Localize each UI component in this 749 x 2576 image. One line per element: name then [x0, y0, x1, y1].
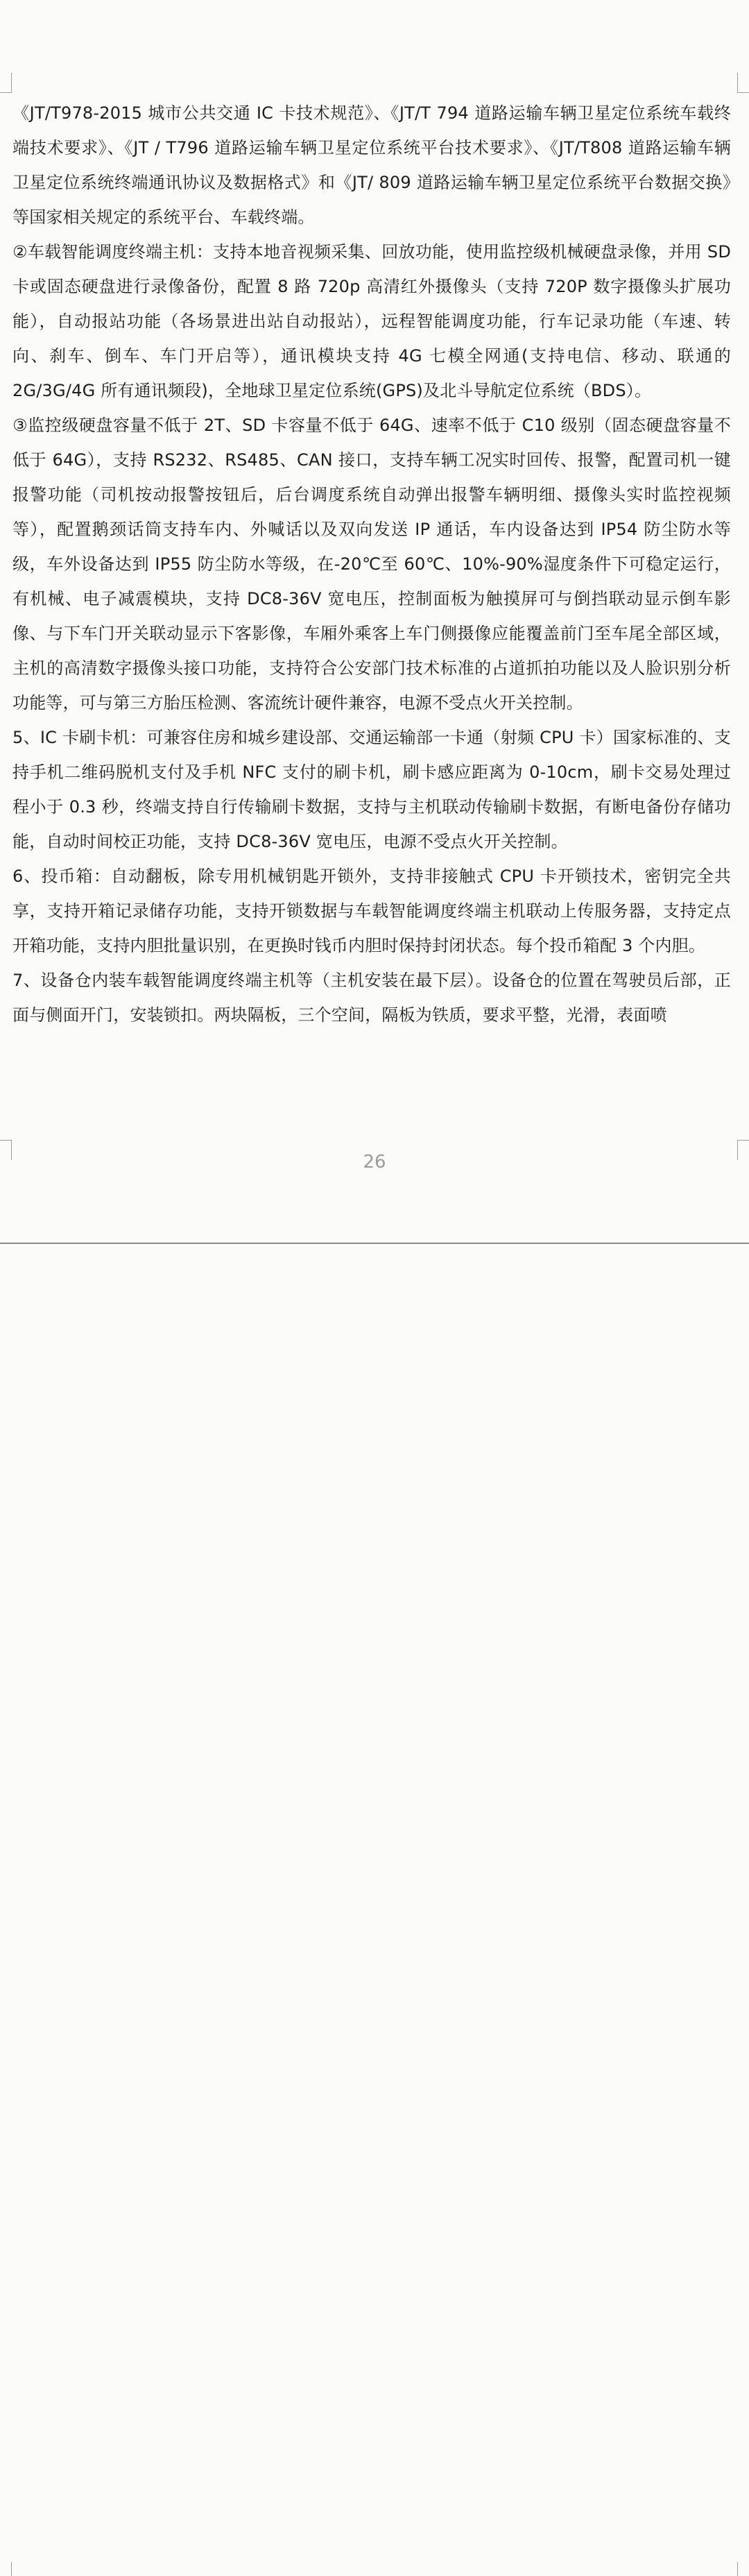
paragraph: ②车载智能调度终端主机：支持本地音视频采集、回放功能，使用监控级机械硬盘录像，并用 SD 卡或固态硬盘进行录像备份，配置 8 路 720p 高清红外摄像头（支持 720P 数字摄像头扩展功能），自动报站功能（各场景进出站自动报站），远程智能调度功能，行车记录功能（车速、转向、刹车、倒车、车门开启等），通讯模块支持 4G 七模全网通(支持电信、移动、联通的 2G/3G/4G 所有通讯频段)，全地球卫星定位系统(GPS)及北斗导航定位系统（BDS）。 — [12, 242, 731, 400]
paragraph: 5、IC 卡刷卡机：可兼容住房和城乡建设部、交通运输部一卡通（射频 CPU 卡）国家标准的、支持手机二维码脱机支付及手机 NFC 支付的刷卡机，刷卡感应距离为 0-10cm，刷卡交易处理过程小于 0.3 秒，终端支持自行传输刷卡数据，支持与主机联动传输刷卡数据，有断电备份存储功能，自动时间校正功能，支持 DC8-36V 宽电压，电源不受点火开关控制。 — [12, 728, 731, 851]
crop-mark-next-right — [737, 2562, 749, 2576]
crop-mark-next-left — [0, 2562, 12, 2576]
next-page-preview — [0, 1244, 749, 1332]
crop-mark-top-left — [0, 73, 12, 93]
crop-mark-top-right — [737, 73, 749, 93]
document-page — [0, 0, 749, 1242]
paragraph: 《JT/T978-2015 城市公共交通 IC 卡技术规范》、《JT/T 794 道路运输车辆卫星定位系统车载终端技术要求》、《JT / T796 道路运输车辆卫星定位系统平台技术要求》、《JT/T808 道路运输车辆卫星定位系统终端通讯协议及数据格式》和《JT/ 809 道路运输车辆卫星定位系统平台数据交换》等国家相关规定的系统平台、车载终端。 — [12, 103, 731, 227]
page-body-text — [12, 96, 731, 1136]
paragraph: 7、设备仓内装车载智能调度终端主机等（主机安装在最下层）。设备仓的位置在驾驶员后部，正面与侧面开门，安装锁扣。两块隔板，三个空间，隔板为铁质，要求平整，光滑，表面喷 — [12, 971, 731, 1025]
page-number: 26 — [363, 1152, 386, 1172]
paragraph: ③监控级硬盘容量不低于 2T、SD 卡容量不低于 64G、速率不低于 C10 级别（固态硬盘容量不低于 64G），支持 RS232、RS485、CAN 接口，支持车辆工况实时回传、报警，配置司机一键报警功能（司机按动报警按钮后，后台调度系统自动弹出报警车辆明细、摄像头实时监控视频等），配置鹅颈话筒支持车内、外喊话以及双向发送 IP 通话，车内设备达到 IP54 防尘防水等级，车外设备达到 IP55 防尘防水等级，在-20℃至 60℃、10%-90%湿度条件下可稳定运行，有机械、电子减震模块，支持 DC8-36V 宽电压，控制面板为触摸屏可与倒挡联动显示倒车影像、与下车门开关联动显示下客影像，车厢外乘客上车门侧摄像应能覆盖前门至车尾全部区域，主机的高清数字摄像头接口功能，支持符合公安部门技术标准的占道抓拍功能以及人脸识别分析功能等，可与第三方胎压检测、客流统计硬件兼容，电源不受点火开关控制。 — [12, 416, 731, 713]
paragraph: 6、投币箱：自动翻板，除专用机械钥匙开锁外，支持非接触式 CPU 卡开锁技术，密钥完全共享，支持开箱记录储存功能，支持开锁数据与车载智能调度终端主机联动上传服务器，支持定点开箱功能，支持内胆批量识别，在更换时钱币内胆时保持封闭状态。每个投币箱配 3 个内胆。 — [12, 867, 731, 955]
